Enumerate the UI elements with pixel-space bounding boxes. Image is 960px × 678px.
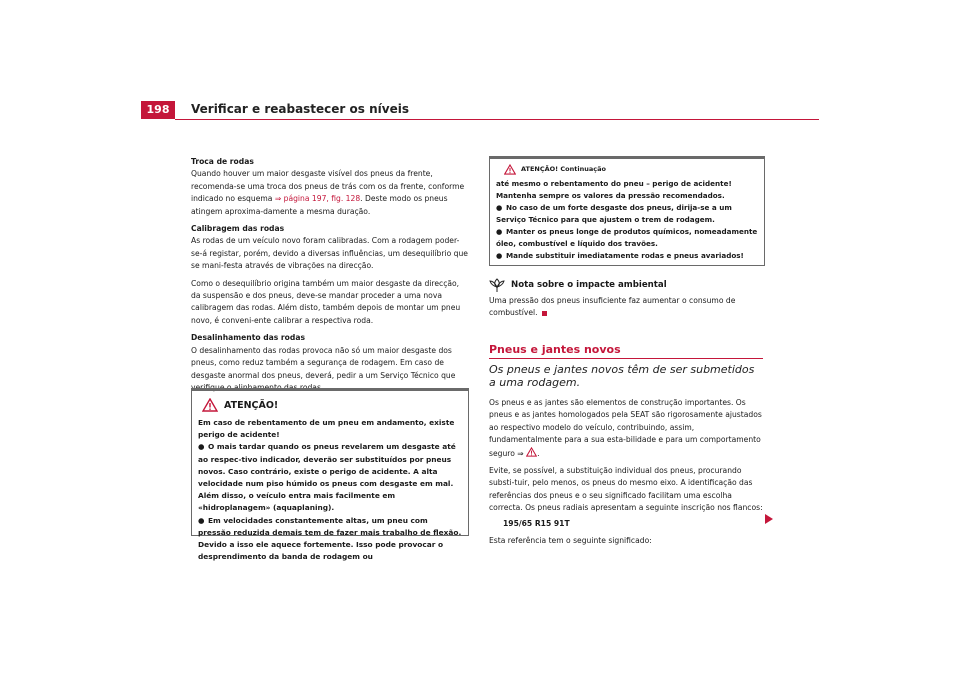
page-reference-link[interactable]: ⇒ página 197, fig. 128	[274, 194, 361, 204]
warning-bullet-item: ● Em velocidades constantemente altas, um pneu com pressão reduzida demais tem de fazer mais trabalho de flexão. Devido a isso ele aquece fortemente. Isso pode provocar o desprendimento da banda de rodagem ou	[198, 515, 462, 562]
warning-triangle-icon	[202, 398, 218, 412]
left-column	[191, 156, 469, 399]
paragraph-pneus-2: Evite, se possível, a substituição individual dos pneus, procurando substi-tuir, pelo menos, os pneus do mesmo eixo. A identificação das referências dos pneus e o seu significado facilitam uma escolha correcta. Os pneus radiais apresentam a seguinte inscrição nos flancos:	[489, 466, 763, 513]
heading-troca: Troca de rodas	[191, 157, 254, 166]
warning-bullet-item: ● Manter os pneus longe de produtos químicos, nomeadamente óleo, combustível e líquido dos travões.	[496, 227, 758, 248]
paragraph-calibragem-1: As rodas de um veículo novo foram calibradas. Com a rodagem poder-se-á registar, porém, devido a diversas influências, um desequilíbrio que se mani-festa através de vibrações na direcção.	[191, 236, 468, 271]
environment-note	[489, 277, 769, 320]
warning-header	[490, 159, 764, 176]
warning-title: ATENÇÃO! Continuação	[521, 165, 606, 173]
tire-code: 195/65 R15 91T	[503, 518, 570, 528]
warning-box	[191, 388, 469, 562]
warning-triangle-icon	[504, 164, 516, 175]
page-number: 198	[141, 101, 175, 119]
environment-note-header	[489, 277, 769, 293]
warning-bullet-item: ● No caso de um forte desgaste dos pneus, dirija-se a um Serviço Técnico para que ajustem o trem de rodagem.	[496, 203, 732, 224]
right-column-text	[489, 397, 765, 552]
warning-header	[192, 391, 468, 415]
warning-box-continuation	[489, 156, 765, 266]
warning-triangle-icon	[526, 447, 537, 457]
paragraph-desalinhamento: O desalinhamento das rodas provoca não só um maior desgaste dos pneus, como reduz também a segurança de rodagem. Em caso de desgaste anormal dos pneus, deverá, pedir a um Serviço Técnico que verifique o alinhamento das rodas.	[191, 345, 456, 392]
paragraph-pneus-1: Os pneus e as jantes são elementos de construção importantes. Os pneus e as jantes homologados pela SEAT são rigorosamente ajustados ao respectivo modelo do veículo, contribuindo, assim, fundamentalmente para a sua esta-bilidade e para um comportamento seguro ⇒ .	[489, 398, 762, 458]
environment-note-text: Uma pressão dos pneus insuficiente faz aumentar o consumo de combustível.	[489, 296, 736, 318]
paragraph-troca: Quando houver um maior desgaste visível dos pneus da frente, recomenda-se uma troca dos pneus de trás com os da frente, conforme indicado no esquema ⇒ página 197, fig. 128. Deste modo os pneus atingem aproxima-damente a mesma duração.	[191, 169, 465, 216]
heading-calibragem: Calibragem das rodas	[191, 224, 285, 234]
section-divider	[489, 358, 763, 359]
section-subtitle: Os pneus e jantes novos têm de ser submetidos a uma rodagem.	[489, 363, 755, 389]
warning-intro: Em caso de rebentamento de um pneu em andamento, existe perigo de acidente!	[198, 418, 455, 440]
leaf-icon	[489, 278, 505, 293]
environment-note-title: Nota sobre o impacte ambiental	[511, 280, 667, 290]
warning-body	[192, 415, 468, 563]
warning-body	[490, 176, 764, 262]
heading-desalinhamento: Desalinhamento das rodas	[191, 333, 305, 343]
bullet-icon: ●	[496, 227, 503, 236]
bullet-icon: ●	[496, 203, 503, 212]
header-divider	[175, 119, 819, 120]
page-header-title: Verificar e reabastecer os níveis	[191, 102, 409, 116]
warning-bullet-item: ● Mande substituir imediatamente rodas e pneus avariados!	[496, 251, 744, 260]
continue-arrow-icon	[765, 514, 773, 524]
end-of-section-marker	[542, 311, 547, 316]
warning-title: ATENÇÃO!	[224, 399, 279, 411]
bullet-icon: ●	[496, 251, 503, 260]
section-title: Pneus e jantes novos	[489, 343, 621, 356]
bullet-icon: ●	[198, 442, 205, 452]
paragraph-pneus-3: Esta referência tem o seguinte significado:	[489, 536, 652, 546]
warning-bullet-item: ● O mais tardar quando os pneus revelarem um desgaste até ao respec-tivo indicador, deverão ser substituídos por pneus novos. Caso contrário, existe o perigo de acidente. A alta velocidade num piso húmido os pneus com desgaste em mal. Além disso, o veículo entra mais facilmente em «hidroplanagem» (aquaplaning).	[198, 442, 456, 513]
paragraph-calibragem-2: Como o desequilíbrio origina também um maior desgaste da direcção, da suspensão e dos pneus, deve-se mandar proceder a uma nova calibragem das rodas. Além disto, também depois de montar um pneu novo, é conveni-ente calibrar a respectiva roda.	[191, 278, 461, 325]
bullet-icon: ●	[198, 515, 205, 525]
warning-intro: até mesmo o rebentamento do pneu – perigo de acidente! Mantenha sempre os valores da pressão recomendados.	[496, 179, 732, 200]
